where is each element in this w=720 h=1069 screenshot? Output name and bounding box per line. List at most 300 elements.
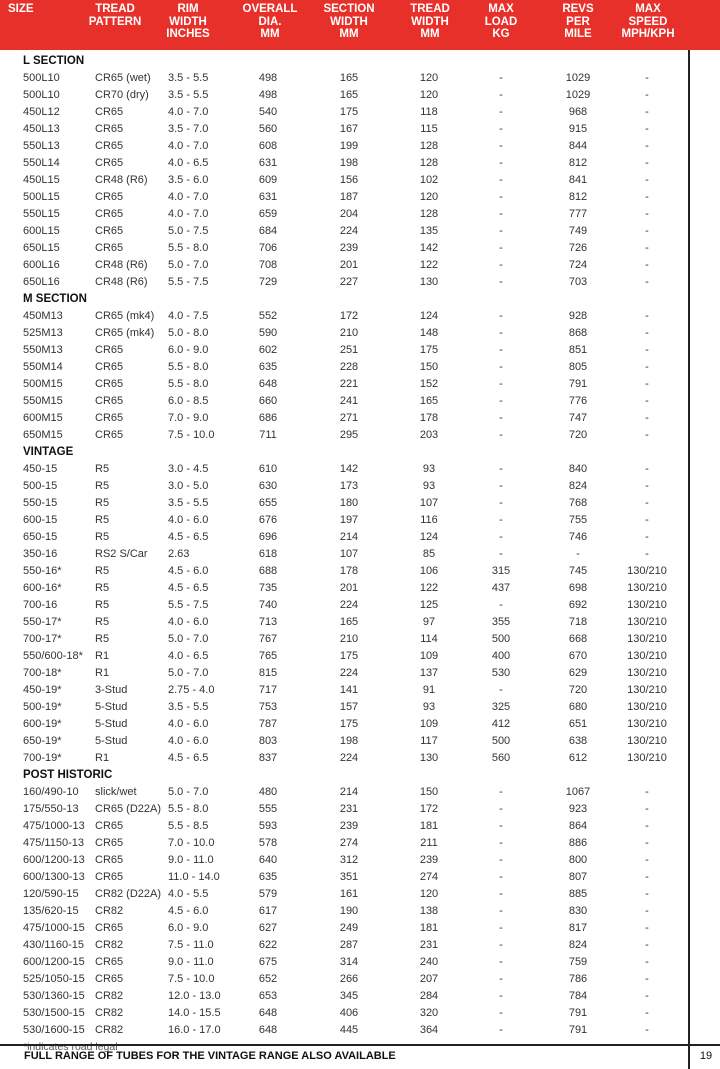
cell-max-speed: - [645,72,649,84]
cell-tread-pattern: CR65 (wet) [95,72,151,84]
table-row [0,427,688,444]
cell-section-width: 178 [339,565,359,577]
cell-revs-per-mile: 812 [568,191,588,203]
cell-revs-per-mile: 1067 [565,786,591,798]
cell-size: 475/1000-13 [23,820,85,832]
cell-revs-per-mile: 824 [568,939,588,951]
cell-overall-dia: 767 [258,633,278,645]
table-row [0,274,688,291]
cell-rim-width: 3.5 - 5.5 [168,701,209,713]
table-row [0,869,688,886]
table-row [0,121,688,138]
table-row [0,665,688,682]
header-max-load: MAX LOAD KG [484,3,518,40]
table-row [0,478,688,495]
table-row [0,971,688,988]
cell-max-speed: - [645,463,649,475]
table-row [0,257,688,274]
cell-max-speed: - [645,854,649,866]
cell-revs-per-mile: 638 [568,735,588,747]
cell-revs-per-mile: 800 [568,854,588,866]
cell-section-width: 406 [339,1007,359,1019]
cell-max-speed: - [645,225,649,237]
cell-size: 700-16 [23,599,58,611]
cell-max-load: - [499,599,503,611]
cell-tread-width: 109 [419,718,439,730]
cell-size: 500-15 [23,480,58,492]
cell-tread-pattern: CR65 [95,225,124,237]
cell-tread-width: 85 [422,548,436,560]
cell-max-load: - [499,72,503,84]
cell-overall-dia: 648 [258,378,278,390]
cell-section-width: 197 [339,514,359,526]
cell-tread-width: 364 [419,1024,439,1036]
cell-tread-pattern: CR65 [95,820,124,832]
section-heading [0,444,688,461]
cell-section-width: 224 [339,752,359,764]
cell-overall-dia: 740 [258,599,278,611]
cell-rim-width: 7.5 - 10.0 [168,973,215,985]
cell-tread-pattern: CR65 [95,191,124,203]
cell-max-speed: - [645,123,649,135]
cell-revs-per-mile: 844 [568,140,588,152]
cell-max-load: - [499,497,503,509]
table-header [0,0,720,50]
cell-overall-dia: 552 [258,310,278,322]
cell-revs-per-mile: 720 [568,429,588,441]
cell-max-load: - [499,684,503,696]
cell-max-load: 412 [491,718,511,730]
cell-tread-pattern: CR82 [95,1024,124,1036]
cell-overall-dia: 729 [258,276,278,288]
cell-overall-dia: 540 [258,106,278,118]
cell-overall-dia: 610 [258,463,278,475]
cell-tread-pattern: R1 [95,650,110,662]
table-row [0,1022,688,1039]
cell-revs-per-mile: 791 [568,1007,588,1019]
cell-tread-pattern: CR65 [95,157,124,169]
cell-section-width: 172 [339,310,359,322]
cell-section-width: 167 [339,123,359,135]
cell-section-width: 165 [339,72,359,84]
cell-section-width: 241 [339,395,359,407]
cell-overall-dia: 660 [258,395,278,407]
table-row [0,189,688,206]
cell-section-width: 173 [339,480,359,492]
cell-size: 450M13 [23,310,63,322]
cell-max-load: 355 [491,616,511,628]
cell-max-load: - [499,395,503,407]
cell-tread-width: 114 [420,633,438,645]
cell-max-speed: 130/210 [627,633,667,645]
cell-overall-dia: 498 [258,72,278,84]
cell-max-load: - [499,1024,503,1036]
cell-revs-per-mile: 812 [568,157,588,169]
cell-overall-dia: 609 [258,174,278,186]
table-row [0,240,688,257]
cell-tread-pattern: CR65 [95,344,124,356]
cell-overall-dia: 602 [258,344,278,356]
cell-size: 550L15 [23,208,60,220]
cell-section-width: 141 [339,684,359,696]
table-row [0,461,688,478]
cell-tread-pattern: R5 [95,616,110,628]
cell-tread-pattern: CR65 [95,208,124,220]
cell-max-load: - [499,922,503,934]
cell-size: 550M14 [23,361,63,373]
cell-revs-per-mile: 968 [568,106,588,118]
cell-max-load: - [499,514,503,526]
cell-max-load: 560 [491,752,511,764]
cell-rim-width: 14.0 - 15.5 [168,1007,221,1019]
cell-revs-per-mile: 1029 [565,72,591,84]
cell-revs-per-mile: - [576,548,580,560]
cell-overall-dia: 686 [258,412,278,424]
cell-tread-pattern: CR48 (R6) [95,174,148,186]
footer-text: FULL RANGE OF TUBES FOR THE VINTAGE RANGE ALSO AVAILABLE [24,1050,396,1062]
cell-size: 550-17* [23,616,62,628]
cell-tread-pattern: CR65 [95,106,124,118]
cell-max-load: - [499,973,503,985]
cell-revs-per-mile: 928 [568,310,588,322]
cell-rim-width: 5.5 - 8.5 [168,820,209,832]
header-tread-pattern: TREAD PATTERN [88,3,142,28]
cell-overall-dia: 579 [258,888,278,900]
cell-overall-dia: 659 [258,208,278,220]
cell-tread-pattern: CR65 [95,871,124,883]
cell-revs-per-mile: 612 [568,752,588,764]
cell-revs-per-mile: 864 [568,820,588,832]
cell-max-load: - [499,276,503,288]
cell-rim-width: 5.5 - 8.0 [168,803,209,815]
cell-rim-width: 11.0 - 14.0 [168,871,220,883]
cell-size: 500M15 [23,378,63,390]
cell-max-speed: - [645,378,649,390]
cell-tread-width: 165 [419,395,439,407]
cell-section-width: 351 [339,871,359,883]
table-row [0,580,688,597]
cell-overall-dia: 706 [258,242,278,254]
cell-section-width: 227 [339,276,359,288]
section-title: VINTAGE [23,446,74,458]
cell-size: 135/620-15 [23,905,79,917]
cell-rim-width: 4.0 - 7.0 [168,191,209,203]
cell-tread-width: 109 [419,650,439,662]
cell-tread-width: 120 [419,72,439,84]
cell-max-load: - [499,786,503,798]
cell-max-speed: 130/210 [627,701,667,713]
cell-max-speed: 130/210 [627,752,667,764]
cell-section-width: 271 [339,412,359,424]
footnote-text: *indicates road legal [23,1041,118,1053]
cell-overall-dia: 622 [258,939,278,951]
table-row [0,563,688,580]
cell-max-load: 400 [491,650,511,662]
cell-overall-dia: 676 [258,514,278,526]
cell-size: 500-19* [23,701,62,713]
cell-size: 450-19* [23,684,62,696]
cell-tread-width: 207 [419,973,439,985]
table-row [0,223,688,240]
cell-size: 450L15 [23,174,60,186]
cell-tread-width: 128 [419,157,439,169]
cell-rim-width: 7.5 - 11.0 [168,939,214,951]
cell-max-speed: - [645,395,649,407]
cell-rim-width: 5.5 - 8.0 [168,378,209,390]
cell-overall-dia: 618 [258,548,278,560]
cell-revs-per-mile: 670 [568,650,588,662]
cell-max-load: - [499,361,503,373]
cell-tread-width: 125 [419,599,439,611]
cell-tread-width: 181 [419,922,439,934]
cell-max-speed: - [645,327,649,339]
cell-max-load: - [499,548,503,560]
cell-revs-per-mile: 807 [568,871,588,883]
cell-rim-width: 7.0 - 10.0 [168,837,215,849]
cell-tread-width: 137 [419,667,439,679]
cell-size: 600-19* [23,718,62,730]
cell-max-speed: - [645,990,649,1002]
cell-tread-width: 128 [419,140,439,152]
cell-size: 600L15 [23,225,60,237]
cell-overall-dia: 555 [258,803,278,815]
cell-section-width: 210 [339,633,359,645]
cell-max-load: 325 [491,701,511,713]
cell-section-width: 175 [339,718,359,730]
cell-max-load: - [499,378,503,390]
cell-tread-pattern: R5 [95,514,110,526]
cell-section-width: 161 [339,888,359,900]
cell-size: 700-19* [23,752,62,764]
cell-overall-dia: 635 [258,871,278,883]
cell-tread-width: 117 [420,735,438,747]
cell-tread-width: 102 [419,174,439,186]
cell-tread-pattern: R5 [95,582,110,594]
cell-revs-per-mile: 791 [568,1024,588,1036]
cell-revs-per-mile: 805 [568,361,588,373]
cell-tread-width: 135 [419,225,439,237]
cell-section-width: 224 [339,225,359,237]
cell-tread-width: 97 [422,616,436,628]
cell-rim-width: 3.5 - 6.0 [168,174,209,186]
cell-tread-pattern: CR65 [95,854,124,866]
cell-revs-per-mile: 746 [568,531,588,543]
cell-max-load: 500 [491,633,511,645]
cell-revs-per-mile: 768 [568,497,588,509]
table-row [0,954,688,971]
cell-revs-per-mile: 1029 [565,89,591,101]
cell-revs-per-mile: 680 [568,701,588,713]
cell-max-speed: - [645,310,649,322]
table-row [0,393,688,410]
cell-section-width: 214 [339,786,359,798]
cell-max-load: - [499,837,503,849]
cell-revs-per-mile: 915 [568,123,588,135]
cell-max-speed: - [645,973,649,985]
cell-section-width: 204 [339,208,359,220]
cell-size: 160/490-10 [23,786,79,798]
table-row [0,631,688,648]
cell-tread-pattern: 5-Stud [95,718,128,730]
cell-max-speed: - [645,208,649,220]
cell-max-load: - [499,310,503,322]
cell-size: 650-19* [23,735,62,747]
cell-revs-per-mile: 791 [568,378,588,390]
table-row [0,342,688,359]
cell-max-load: - [499,888,503,900]
cell-max-speed: - [645,174,649,186]
cell-tread-width: 120 [419,888,439,900]
cell-overall-dia: 608 [258,140,278,152]
cell-size: 550L14 [23,157,60,169]
cell-rim-width: 5.0 - 8.0 [168,327,209,339]
section-heading [0,291,688,308]
cell-tread-width: 122 [419,582,439,594]
cell-tread-width: 118 [420,106,438,118]
cell-max-load: - [499,140,503,152]
cell-section-width: 274 [339,837,359,849]
cell-revs-per-mile: 886 [568,837,588,849]
cell-max-speed: - [645,956,649,968]
cell-rim-width: 4.0 - 5.5 [168,888,209,900]
cell-max-speed: - [645,429,649,441]
cell-size: 500L10 [23,72,60,84]
cell-size: 500L15 [23,191,60,203]
cell-revs-per-mile: 747 [568,412,588,424]
cell-overall-dia: 753 [258,701,278,713]
cell-overall-dia: 560 [258,123,278,135]
cell-size: 525/1050-15 [23,973,85,985]
cell-revs-per-mile: 777 [568,208,588,220]
cell-rim-width: 6.0 - 9.0 [168,922,209,934]
table-row [0,410,688,427]
cell-overall-dia: 688 [258,565,278,577]
cell-overall-dia: 627 [258,922,278,934]
cell-max-load: - [499,123,503,135]
cell-tread-pattern: CR65 (mk4) [95,310,155,322]
cell-max-speed: - [645,922,649,934]
cell-size: 530/1600-15 [23,1024,85,1036]
cell-size: 600-15 [23,514,58,526]
cell-overall-dia: 653 [258,990,278,1002]
cell-max-speed: - [645,514,649,526]
cell-size: 475/1150-13 [23,837,84,849]
cell-tread-width: 124 [419,531,439,543]
cell-overall-dia: 735 [258,582,278,594]
cell-max-load: - [499,429,503,441]
cell-revs-per-mile: 698 [568,582,588,594]
cell-tread-pattern: R1 [95,752,110,764]
cell-size: 700-18* [23,667,62,679]
cell-revs-per-mile: 692 [568,599,588,611]
cell-tread-width: 122 [419,259,439,271]
cell-overall-dia: 684 [258,225,278,237]
cell-section-width: 445 [339,1024,359,1036]
cell-tread-width: 128 [419,208,439,220]
cell-rim-width: 5.0 - 7.0 [168,259,209,271]
cell-revs-per-mile: 755 [568,514,588,526]
cell-tread-width: 116 [420,514,438,526]
cell-revs-per-mile: 840 [568,463,588,475]
cell-tread-width: 284 [419,990,439,1002]
table-row [0,716,688,733]
cell-overall-dia: 631 [258,157,278,169]
cell-tread-pattern: R5 [95,480,110,492]
cell-rim-width: 5.5 - 7.5 [168,276,209,288]
cell-max-load: - [499,956,503,968]
cell-tread-width: 130 [419,752,439,764]
header-rim-width: RIM WIDTH INCHES [166,3,210,40]
cell-revs-per-mile: 868 [568,327,588,339]
cell-rim-width: 5.0 - 7.0 [168,786,209,798]
table-row [0,155,688,172]
cell-tread-pattern: CR82 [95,905,124,917]
cell-max-speed: - [645,191,649,203]
cell-revs-per-mile: 726 [568,242,588,254]
cell-max-load: - [499,191,503,203]
cell-rim-width: 7.0 - 9.0 [168,412,209,424]
table-row [0,614,688,631]
cell-tread-width: 91 [422,684,436,696]
cell-tread-pattern: CR65 [95,429,124,441]
cell-max-load: - [499,820,503,832]
cell-section-width: 175 [339,106,359,118]
cell-section-width: 107 [339,548,359,560]
cell-overall-dia: 630 [258,480,278,492]
table-row [0,699,688,716]
cell-size: 530/1360-15 [23,990,85,1002]
cell-tread-pattern: slick/wet [95,786,137,798]
cell-tread-pattern: R5 [95,497,110,509]
cell-tread-width: 150 [419,361,439,373]
section-title: L SECTION [23,55,85,67]
table-row [0,359,688,376]
header-size: SIZE [8,3,34,15]
cell-max-load: - [499,327,503,339]
cell-tread-pattern: CR65 [95,412,124,424]
cell-section-width: 180 [339,497,359,509]
cell-section-width: 239 [339,820,359,832]
cell-tread-width: 115 [420,123,438,135]
table-row [0,733,688,750]
cell-max-speed: - [645,480,649,492]
table-row [0,784,688,801]
cell-tread-width: 211 [420,837,438,849]
cell-max-speed: - [645,786,649,798]
cell-section-width: 198 [339,157,359,169]
cell-tread-pattern: CR65 [95,956,124,968]
section-title: POST HISTORIC [23,769,113,781]
cell-tread-pattern: R5 [95,463,110,475]
table-row [0,648,688,665]
cell-overall-dia: 713 [258,616,278,628]
cell-tread-pattern: CR48 (R6) [95,259,148,271]
cell-revs-per-mile: 824 [568,480,588,492]
cell-section-width: 228 [339,361,359,373]
cell-size: 475/1000-15 [23,922,85,934]
section-heading [0,767,688,784]
table-row [0,801,688,818]
cell-size: 600L16 [23,259,60,271]
cell-max-speed: - [645,276,649,288]
cell-max-speed: 130/210 [627,599,667,611]
cell-rim-width: 3.5 - 5.5 [168,72,209,84]
table-row [0,546,688,563]
cell-revs-per-mile: 784 [568,990,588,1002]
cell-size: 550-16* [23,565,62,577]
cell-max-load: - [499,106,503,118]
table-row [0,325,688,342]
